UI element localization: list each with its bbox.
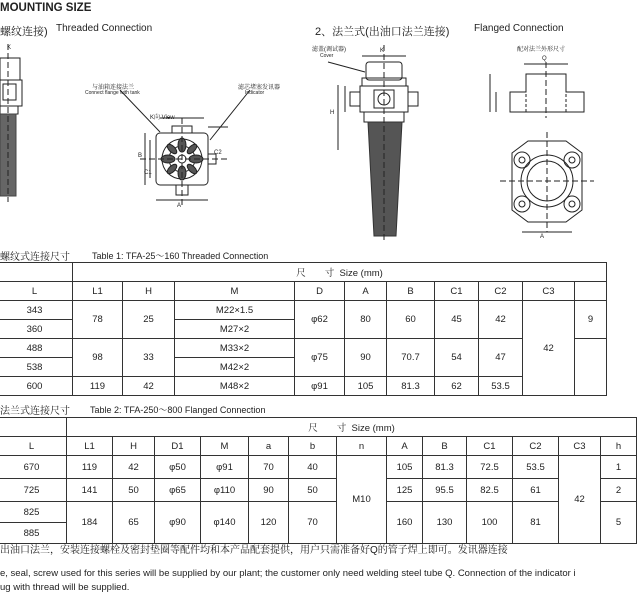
t1-head-c1: C1 (435, 282, 479, 301)
t1-cell-c2: 53.5 (479, 377, 523, 396)
flanged-title-en: Flanged Connection (474, 23, 564, 34)
t1-cell-h: 33 (123, 339, 175, 377)
t1-cell-m: M48×2 (175, 377, 295, 396)
t2-cell-l: 725 (0, 479, 67, 502)
label-h: H (330, 110, 335, 116)
t2-head-l: L (0, 437, 67, 456)
t2-cell-a: 90 (249, 479, 289, 502)
t1-cell-edge: 9 (575, 301, 607, 339)
t1-head-c2: C2 (479, 282, 523, 301)
table2-size-unit: Size (mm) (351, 423, 395, 434)
t1-cell-a: 105 (345, 377, 387, 396)
table-row (0, 456, 637, 479)
t2-cell-m: φ140 (201, 502, 249, 544)
label-a2: A (540, 234, 545, 240)
t2-head-h: H (113, 437, 155, 456)
t2-cell-b2: 95.5 (423, 479, 467, 502)
t1-cell-c1: 54 (435, 339, 479, 377)
t2-cell-b2: 81.3 (423, 456, 467, 479)
t1-cell-h: 42 (123, 377, 175, 396)
table-row (0, 377, 607, 396)
table2-header-row (0, 437, 637, 456)
table1-size-row (0, 263, 607, 282)
table1-size-label: 尺 寸 (296, 268, 335, 279)
t2-cell-l1: 119 (67, 456, 113, 479)
t2-cell-l: 825 (0, 502, 67, 523)
t2-cell-n: M10 (337, 456, 387, 544)
label-indicator-cn: 滤芯堵塞发讯器 (238, 85, 281, 91)
t2-head-l1: L1 (67, 437, 113, 456)
mounting-size-title: MOUNTING SIZE (0, 2, 92, 14)
t1-cell-b: 81.3 (387, 377, 435, 396)
t1-cell-c2: 42 (479, 301, 523, 339)
t2-cell-c1: 82.5 (467, 479, 513, 502)
threaded-title-cn: 螺纹连接) (0, 26, 48, 38)
t2-cell-a: 70 (249, 456, 289, 479)
flange-side-view (490, 62, 584, 118)
t2-cell-a2: 105 (387, 456, 423, 479)
t2-cell-d1: φ90 (155, 502, 201, 544)
table-row (0, 301, 607, 320)
t2-cell-d1: φ50 (155, 456, 201, 479)
table1-caption-en: Table 1: TFA-25～160 Threaded Connection (92, 251, 269, 261)
t1-head-l: L (0, 282, 73, 301)
t2-head-n: n (337, 437, 387, 456)
t2-cell-a: 120 (249, 502, 289, 544)
label-c2: C2 (214, 150, 222, 156)
t1-cell-b: 60 (387, 301, 435, 339)
threaded-filter-drawing (0, 44, 22, 202)
t1-cell-l1: 119 (73, 377, 123, 396)
label-cover-en: Cover (320, 53, 334, 59)
t2-head-a2: A (387, 437, 423, 456)
t2-head-h2: h (601, 437, 637, 456)
t1-cell-m: M27×2 (175, 320, 295, 339)
t1-cell-a: 90 (345, 339, 387, 377)
flanged-filter-drawing (328, 45, 418, 240)
t2-cell-c2: 61 (513, 479, 559, 502)
t2-head-d1: D1 (155, 437, 201, 456)
label-connect-flange-en: Connect flange with tank (85, 90, 140, 96)
flanged-title-cn: 2、法兰式(出油口法兰连接) (315, 26, 450, 38)
t1-cell-c3: 42 (523, 301, 575, 396)
mounting-diagrams (0, 0, 600, 245)
t2-head-c2: C2 (513, 437, 559, 456)
table1-header-row (0, 282, 607, 301)
t1-cell-h: 25 (123, 301, 175, 339)
t2-cell-a2: 160 (387, 502, 423, 544)
t2-cell-l1: 141 (67, 479, 113, 502)
t2-head-b: b (289, 437, 337, 456)
t1-head-a: A (345, 282, 387, 301)
t2-head-a: a (249, 437, 289, 456)
t1-cell-a: 80 (345, 301, 387, 339)
table1 (0, 262, 607, 396)
t2-cell-b2: 130 (423, 502, 467, 544)
label-k-view: K向 View (150, 115, 175, 121)
t1-cell-l1: 98 (73, 339, 123, 377)
t1-cell-b: 70.7 (387, 339, 435, 377)
t2-cell-b: 50 (289, 479, 337, 502)
t1-cell-l: 600 (0, 377, 73, 396)
t1-cell-d: φ91 (295, 377, 345, 396)
t2-cell-b: 70 (289, 502, 337, 544)
t1-cell-l1: 78 (73, 301, 123, 339)
t2-cell-c3: 42 (559, 456, 601, 544)
t1-head-d: D (295, 282, 345, 301)
table-row (0, 339, 607, 358)
t2-cell-l1: 184 (67, 502, 113, 544)
t2-cell-h2: 2 (601, 479, 637, 502)
t1-head-h: H (123, 282, 175, 301)
t2-head-c3: C3 (559, 437, 601, 456)
t1-cell-c1: 62 (435, 377, 479, 396)
t1-head-b: B (387, 282, 435, 301)
table2 (0, 417, 637, 544)
label-a: A (177, 203, 182, 209)
t1-cell-l: 538 (0, 358, 73, 377)
label-cover-cn: 滤盖(调试器) (312, 47, 346, 53)
t1-cell-l: 488 (0, 339, 73, 358)
table2-size-row (0, 418, 637, 437)
t1-cell-m: M22×1.5 (175, 301, 295, 320)
label-q: Q (542, 56, 547, 62)
t2-cell-c1: 72.5 (467, 456, 513, 479)
footnote-en-1: e, seal, screw used for this series will be supplied by our plant; the customer only need welding steel tube Q. Connection of the indicator i (0, 568, 576, 579)
t2-cell-c2: 81 (513, 502, 559, 544)
t2-cell-a2: 125 (387, 479, 423, 502)
label-c1: C1 (144, 170, 152, 176)
t1-cell-m: M42×2 (175, 358, 295, 377)
table1-size-unit: Size (mm) (339, 268, 383, 279)
t1-head-c3: C3 (523, 282, 575, 301)
threaded-flange-view (120, 90, 250, 205)
table2-caption-en: Table 2: TFA-250～800 Flanged Connection (90, 405, 266, 415)
t1-cell-c1: 45 (435, 301, 479, 339)
label-b: B (138, 153, 143, 159)
label-flange-shape-cn: 配对法兰外形尺寸 (517, 47, 566, 53)
t1-cell-m: M33×2 (175, 339, 295, 358)
t2-cell-c1: 100 (467, 502, 513, 544)
t2-cell-h: 42 (113, 456, 155, 479)
t2-cell-h2: 5 (601, 502, 637, 544)
table1-caption-cn: 螺纹式连接尺寸 (0, 252, 70, 263)
flange-front-view (500, 132, 594, 232)
t2-head-c1: C1 (467, 437, 513, 456)
t2-cell-l: 885 (0, 523, 67, 544)
label-connect-flange-cn: 与油箱连接法兰 (92, 85, 135, 91)
label-k-top: K (7, 45, 12, 51)
t2-cell-m: φ91 (201, 456, 249, 479)
t1-head-m: M (175, 282, 295, 301)
t1-cell-d: φ62 (295, 301, 345, 339)
table2-caption-cn: 法兰式连接尺寸 (0, 406, 70, 417)
t2-cell-b: 40 (289, 456, 337, 479)
table2-size-label: 尺 寸 (308, 423, 347, 434)
t2-cell-h: 65 (113, 502, 155, 544)
label-indicator-en: Indicator (245, 90, 265, 96)
t2-cell-d1: φ65 (155, 479, 201, 502)
threaded-title-en: Threaded Connection (56, 23, 153, 34)
t1-head-l1: L1 (73, 282, 123, 301)
t2-head-m: M (201, 437, 249, 456)
t2-cell-h: 50 (113, 479, 155, 502)
footnote-en-2: ug with thread will be supplied. (0, 582, 130, 593)
t2-cell-m: φ110 (201, 479, 249, 502)
label-k: K (380, 48, 385, 54)
t1-cell-l: 343 (0, 301, 73, 320)
t2-cell-c2: 53.5 (513, 456, 559, 479)
t2-cell-h2: 1 (601, 456, 637, 479)
table-row (0, 502, 637, 523)
footnote-cn: 出油口法兰，安装连接螺栓及密封垫圈等配件均和本产品配套提供，用户只需准备好Q的管子焊上即可。发讯器连接 (0, 545, 508, 556)
t2-cell-l: 670 (0, 456, 67, 479)
table-row (0, 479, 637, 502)
t1-cell-l: 360 (0, 320, 73, 339)
t1-cell-d: φ75 (295, 339, 345, 377)
t1-cell-c2: 47 (479, 339, 523, 377)
t2-head-b2: B (423, 437, 467, 456)
